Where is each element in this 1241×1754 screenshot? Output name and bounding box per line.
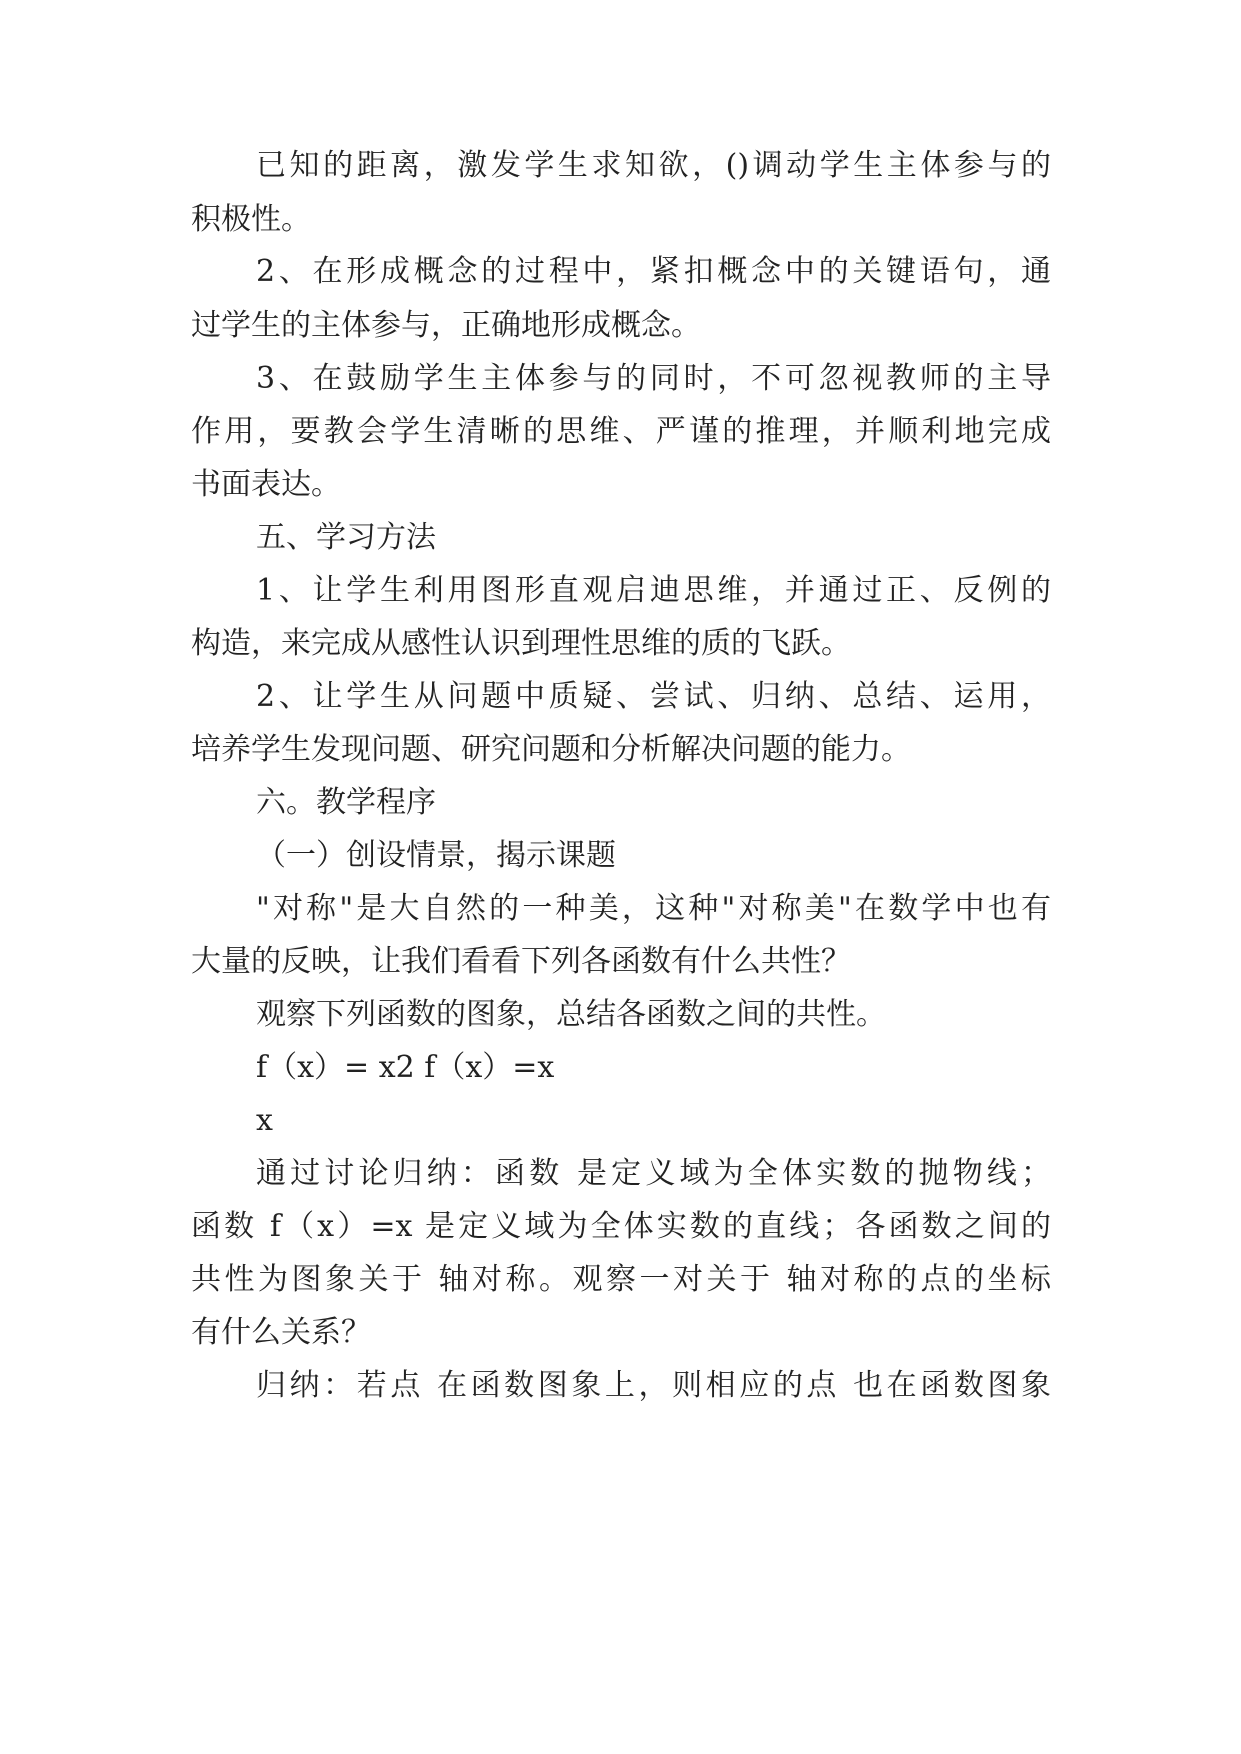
text-line-2: 积极性。: [191, 202, 311, 237]
text-line-7: 书面表达。: [191, 467, 341, 502]
formula-line: f（x）= x2 f（x）=x: [256, 1050, 555, 1085]
text-line-23: 有什么关系？: [191, 1315, 371, 1350]
text-line-6: 作用，要教会学生清晰的思维、严谨的推理，并顺利地完成: [191, 414, 1051, 449]
formula-continuation: x: [256, 1103, 273, 1138]
text-line-12: 培养学生发现问题、研究问题和分析解决问题的能力。: [191, 732, 911, 767]
text-line-9: 1、让学生利用图形直观启迪思维，并通过正、反例的: [256, 573, 1051, 608]
text-line-5: 3、在鼓励学生主体参与的同时，不可忽视教师的主导: [256, 361, 1051, 396]
text-line-16: 大量的反映，让我们看看下列各函数有什么共性？: [191, 944, 851, 979]
text-line-11: 2、让学生从问题中质疑、尝试、归纳、总结、运用，: [256, 679, 1051, 714]
subsection-heading: （一）创设情景，揭示课题: [256, 838, 616, 873]
text-line-10: 构造，来完成从感性认识到理性思维的质的飞跃。: [191, 626, 851, 661]
section-heading-learning-methods: 五、学习方法: [256, 520, 436, 555]
text-line-20: 通过讨论归纳：函数 是定义域为全体实数的抛物线；: [256, 1156, 1051, 1191]
text-line-15: "对称"是大自然的一种美，这种"对称美"在数学中也有: [256, 891, 1051, 926]
text-line-24: 归纳：若点 在函数图象上，则相应的点 也在函数图象: [256, 1368, 1051, 1403]
text-line-22: 共性为图象关于 轴对称。观察一对关于 轴对称的点的坐标: [191, 1262, 1051, 1297]
text-line-17: 观察下列函数的图象，总结各函数之间的共性。: [256, 997, 886, 1032]
section-heading-teaching-procedure: 六。教学程序: [256, 785, 436, 820]
text-line-4: 过学生的主体参与，正确地形成概念。: [191, 308, 701, 343]
text-line-21: 函数 f（x）=x 是定义域为全体实数的直线；各函数之间的: [191, 1209, 1051, 1244]
text-line-3: 2、在形成概念的过程中，紧扣概念中的关键语句，通: [256, 254, 1051, 289]
text-line-1: 已知的距离，激发学生求知欲，()调动学生主体参与的: [256, 148, 1051, 183]
